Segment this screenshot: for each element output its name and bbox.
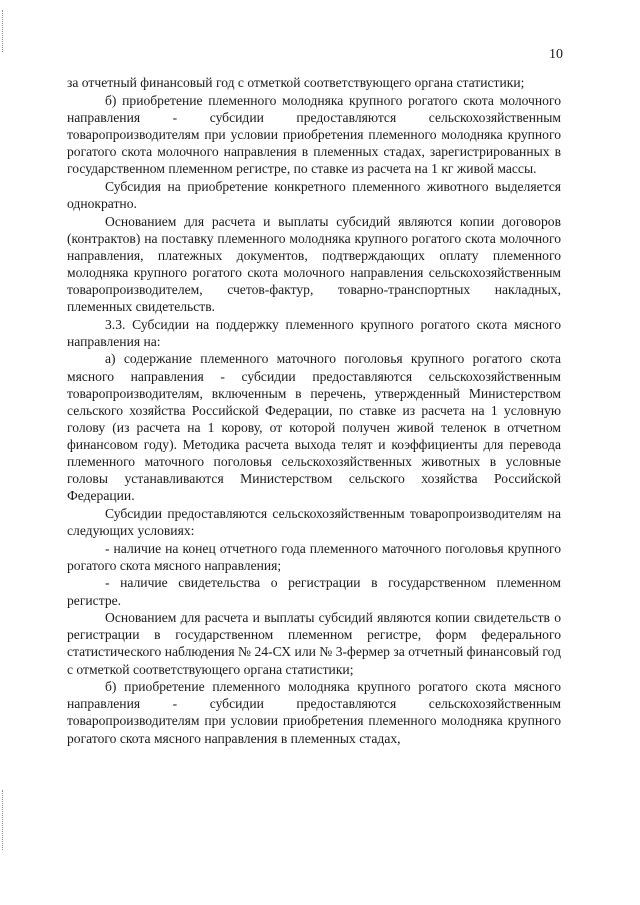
- paragraph: - наличие свидетельства о регистрации в государственном племенном регистре.: [67, 575, 561, 608]
- document-body: [67, 74, 561, 747]
- margin-scan-mark: [2, 10, 5, 52]
- page-number: 10: [549, 47, 563, 62]
- paragraph: 3.3. Субсидии на поддержку племенного крупного рогатого скота мясного направления на:: [67, 316, 561, 349]
- paragraph: а) содержание племенного маточного поголовья крупного рогатого скота мясного направления - субсидии предоставляются сельскохозяйственным товаропроизводителям, включенным в перечень, утвержденный Министерством сельского хозяйства Российской Федерации, по ставке из расчета на 1 условную голову (из расчета на 1 корову, от которой получен живой теленок в отчетном финансовом году). Методика расчета выхода телят и коэффициенты для перевода племенного маточного поголовья сельскохозяйственных животных в условные головы устанавливаются Министерством сельского хозяйства Российской Федерации.: [67, 351, 561, 504]
- paragraph: Основанием для расчета и выплаты субсидий являются копии договоров (контрактов) на поставку племенного молодняка крупного рогатого скота молочного направления, платежных документов, подтверждающих оплату племенного молодняка крупного рогатого скота молочного направления сельскохозяйственным товаропроизводителем, счетов-фактур, товарно-транспортных накладных, племенных свидетельств.: [67, 213, 561, 314]
- paragraph: б) приобретение племенного молодняка крупного рогатого скота молочного направления - субсидии предоставляются сельскохозяйственным товаропроизводителям при условии приобретения племенного молодняка крупного рогатого скота молочного направления в племенных стадах, зарегистрированных в государственном племенном регистре, по ставке из расчета на 1 кг живой массы.: [67, 92, 561, 177]
- paragraph: Субсидия на приобретение конкретного племенного животного выделяется однократно.: [67, 178, 561, 211]
- paragraph: - наличие на конец отчетного года племенного маточного поголовья крупного рогатого скота мясного направления;: [67, 540, 561, 573]
- paragraph: б) приобретение племенного молодняка крупного рогатого скота мясного направления - субсидии предоставляются сельскохозяйственным товаропроизводителям при условии приобретения племенного молодняка крупного рогатого скота мясного направления в племенных стадах,: [67, 679, 561, 746]
- margin-scan-mark: [2, 790, 5, 850]
- paragraph: за отчетный финансовый год с отметкой соответствующего органа статистики;: [67, 75, 525, 90]
- paragraph: Субсидии предоставляются сельскохозяйственным товаропроизводителям на следующих условиях:: [67, 505, 561, 538]
- paragraph: Основанием для расчета и выплаты субсидий являются копии свидетельств о регистрации в государственном племенном регистре, форм федерального статистического наблюдения № 24-СХ или № 3-фермер за отчетный финансовый год с отметкой соответствующего органа статистики;: [67, 610, 561, 677]
